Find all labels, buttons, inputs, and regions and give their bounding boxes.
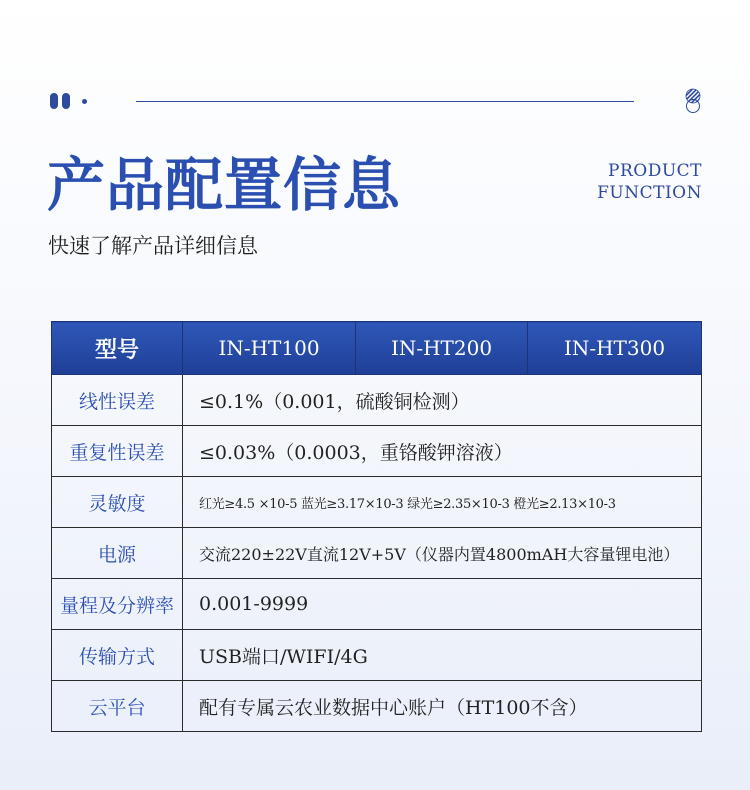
row-value: 交流220±22V直流12V+5V（仪器内置4800mAH大容量锂电池） <box>183 528 702 579</box>
row-label: 灵敏度 <box>52 477 183 528</box>
row-label: 量程及分辨率 <box>52 579 183 630</box>
page-subtitle: 快速了解产品详细信息 <box>48 234 258 258</box>
table-row <box>52 426 702 477</box>
table-row <box>52 681 702 732</box>
row-value: 红光≥4.5 ×10-5 蓝光≥3.17×10-3 绿光≥2.35×10-3 橙光≥2.13×10-3 <box>183 477 702 528</box>
row-label: 线性误差 <box>52 375 183 426</box>
table-row <box>52 528 702 579</box>
row-value: ≤0.1%（0.001，硫酸铜检测） <box>183 375 702 426</box>
english-title-line2: FUNCTION <box>597 183 702 203</box>
spec-table <box>51 321 702 732</box>
table-header-row <box>52 322 702 375</box>
table-row <box>52 477 702 528</box>
row-value: 0.001-9999 <box>183 579 702 630</box>
decorative-dots <box>50 90 87 112</box>
header-cell-ht100: IN-HT100 <box>183 322 356 375</box>
row-label: 传输方式 <box>52 630 183 681</box>
row-label: 云平台 <box>52 681 183 732</box>
english-title-line1: PRODUCT <box>608 161 702 181</box>
row-label: 电源 <box>52 528 183 579</box>
table-row <box>52 375 702 426</box>
page-title: 产品配置信息 <box>47 151 402 219</box>
dot-icon <box>82 99 87 104</box>
double-pill-icon <box>62 93 70 109</box>
row-label: 重复性误差 <box>52 426 183 477</box>
double-pill-icon <box>50 93 58 109</box>
table-row <box>52 579 702 630</box>
header-cell-ht300: IN-HT300 <box>528 322 702 375</box>
english-title <box>597 160 702 204</box>
row-value: ≤0.03%（0.0003，重铬酸钾溶液） <box>183 426 702 477</box>
row-value: USB端口/WIFI/4G <box>183 630 702 681</box>
table-row <box>52 630 702 681</box>
row-value: 配有专属云农业数据中心账户（HT100不含） <box>183 681 702 732</box>
header-cell-model: 型号 <box>52 322 183 375</box>
header-rule <box>136 101 634 102</box>
decorative-circles <box>684 88 702 116</box>
header-cell-ht200: IN-HT200 <box>356 322 528 375</box>
striped-circle-icon <box>686 89 700 103</box>
